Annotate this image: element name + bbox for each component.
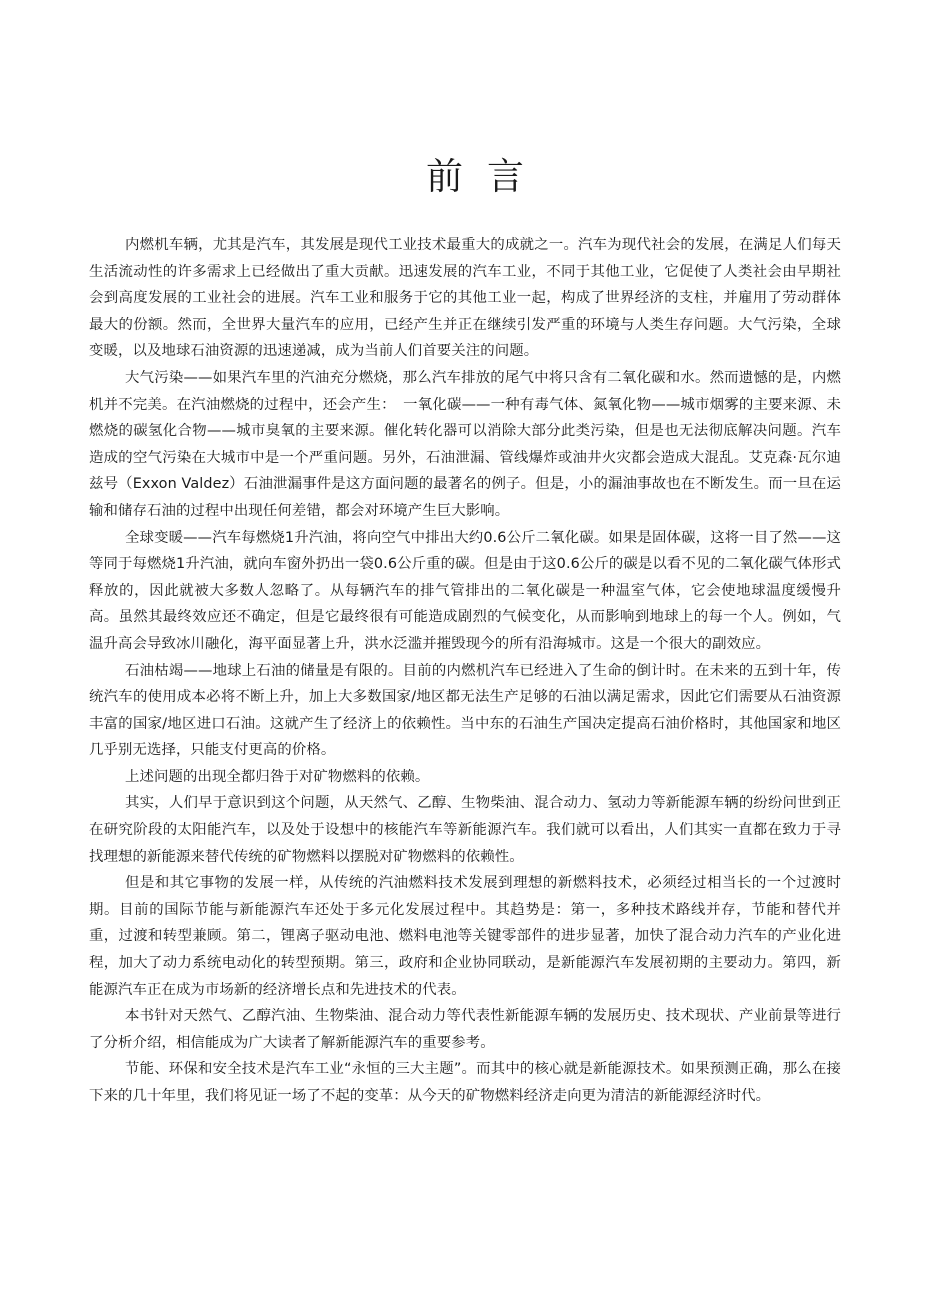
paragraph: 全球变暖——汽车每燃烧1升汽油，将向空气中排出大约0.6公斤二氧化碳。如果是固体碳，这将一目了然——这等同于每燃烧1升汽油，就向车窗外扔出一袋0.6公斤重的碳。但是由于这0.6公斤的碳是以看不见的二氧化碳气体形式释放的，因此就被大多数人忽略了。从每辆汽车的排气管排出的二氧化碳是一种温室气体，它会使地球温度缓慢升高。虽然其最终效应还不确定，但是它最终很有可能造成剧烈的气候变化，从而影响到地球上的每一个人。例如，气温升高会导致冰川融化，海平面显著上升，洪水泛滥并摧毁现今的所有沿海城市。这是一个很大的副效应。: [89, 529, 841, 652]
paragraph: 上述问题的出现全都归咎于对矿物燃料的依赖。: [125, 768, 430, 785]
page-title: 前言: [426, 155, 548, 198]
paragraph: 其实，人们早于意识到这个问题，从天然气、乙醇、生物柴油、混合动力、氢动力等新能源车辆的纷纷问世到正在研究阶段的太阳能汽车，以及处于设想中的核能汽车等新能源汽车。我们就可以看出，人们其实一直都在致力于寻找理想的新能源来替代传统的矿物燃料以摆脱对矿物燃料的依赖性。: [89, 795, 841, 865]
paragraph: 石油枯竭——地球上石油的储量是有限的。目前的内燃机汽车已经进入了生命的倒计时。在未来的五到十年，传统汽车的使用成本必将不断上升，加上大多数国家/地区都无法生产足够的石油以满足需求，因此它们需要从石油资源丰富的国家/地区进口石油。这就产生了经济上的依赖性。当中东的石油生产国决定提高石油价格时，其他国家和地区几乎别无选择，只能支付更高的价格。: [89, 662, 841, 759]
paragraph: 内燃机车辆，尤其是汽车，其发展是现代工业技术最重大的成就之一。汽车为现代社会的发展，在满足人们每天生活流动性的许多需求上已经做出了重大贡献。迅速发展的汽车工业，不同于其他工业，它促使了人类社会由早期社会到高度发展的工业社会的进展。汽车工业和服务于它的其他工业一起，构成了世界经济的支柱，并雇用了劳动群体最大的份额。然而，全世界大量汽车的应用，已经产生并正在继续引发严重的环境与人类生存问题。大气污染，全球变暖，以及地球石油资源的迅速递减，成为当前人们首要关注的问题。: [89, 237, 841, 360]
paragraph: 但是和其它事物的发展一样，从传统的汽油燃料技术发展到理想的新燃料技术，必须经过相当长的一个过渡时期。目前的国际节能与新能源汽车还处于多元化发展过程中。其趋势是：第一，多种技术路线并存，节能和替代并重，过渡和转型兼顾。第二，锂离子驱动电池、燃料电池等关键零部件的进步显著，加快了混合动力汽车的产业化进程，加大了动力系统电动化的转型预期。第三，政府和企业协同联动，是新能源汽车发展初期的主要动力。第四，新能源汽车正在成为市场新的经济增长点和先进技术的代表。: [89, 875, 841, 998]
paragraph: 本书针对天然气、乙醇汽油、生物柴油、混合动力等代表性新能源车辆的发展历史、技术现状、产业前景等进行了分析介绍，相信能成为广大读者了解新能源汽车的重要参考。: [89, 1008, 841, 1051]
preface-body: [89, 232, 841, 1110]
paragraph: 大气污染——如果汽车里的汽油充分燃烧，那么汽车排放的尾气中将只含有二氧化碳和水。然而遗憾的是，内燃机并不完美。在汽油燃烧的过程中，还会产生： 一氧化碳——一种有毒气体、氮氧化物——城市烟雾的主要来源、未燃烧的碳氢化合物——城市臭氧的主要来源。催化转化器可以消除大部分此类污染，但是也无法彻底解决问题。汽车造成的空气污染在大城市中是一个严重问题。另外，石油泄漏、管线爆炸或油井火灾都会造成大混乱。艾克森·瓦尔迪兹号（Exxon Valdez）石油泄漏事件是这方面问题的最著名的例子。但是，小的漏油事故也在不断发生。而一旦在运输和储存石油的过程中出现任何差错，都会对环境产生巨大影响。: [89, 369, 841, 519]
paragraph: 节能、环保和安全技术是汽车工业“永恒的三大主题”。而其中的核心就是新能源技术。如果预测正确，那么在接下来的几十年里，我们将见证一场了不起的变革：从今天的矿物燃料经济走向更为清洁的新能源经济时代。: [89, 1061, 841, 1104]
